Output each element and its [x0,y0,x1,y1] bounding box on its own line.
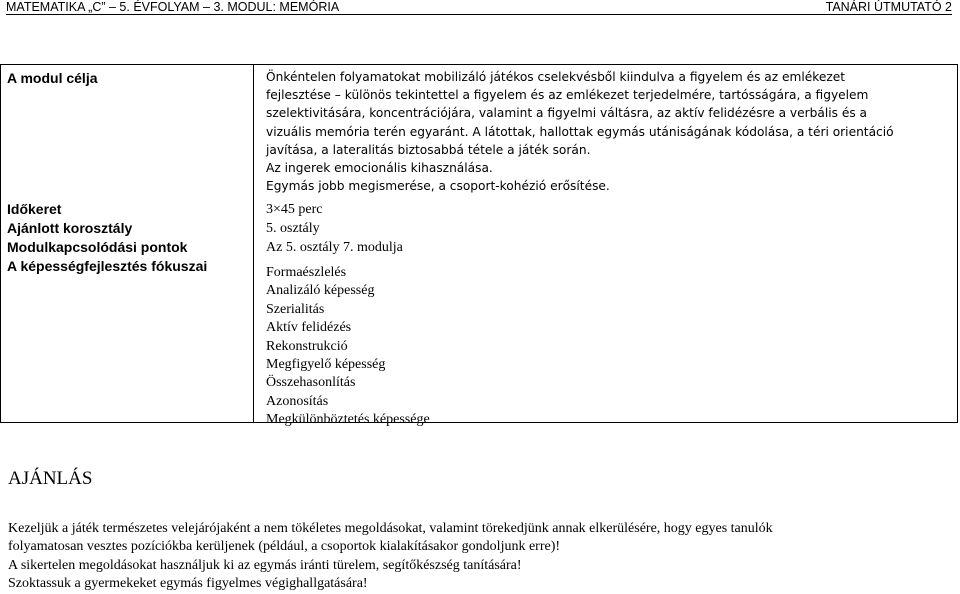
ajanlas-text [8,520,958,593]
connections-value: Az 5. osztály 7. modulja [266,240,403,255]
focus-item: Formaészlelés [266,265,347,280]
header-rule [6,14,952,15]
focus-item: Azonosítás [266,393,329,409]
label-time: Időkeret [7,201,62,217]
focus-item: Megfigyelő képesség [266,356,386,372]
focus-item: Aktív felidézés [266,320,352,336]
ajanlas-line: Szoktassuk a gyermekeket egymás figyelmes végighallgatására! [8,575,368,591]
goal-line: fejlesztése – különös tekintettel a figyelem és az emlékezet terjedelmére, tartósságára, a figyelem [266,88,869,103]
label-goal: A modul célja [7,70,98,86]
label-connections: Modulkapcsolódási pontok [7,239,188,255]
header-guide-and-page: TANÁRI ÚTMUTATÓ 2 [825,0,952,14]
goal-line: Az ingerek emocionális kihasználása. [266,161,493,176]
age-value: 5. osztály [266,221,320,236]
section-title-ajanlas: AJÁNLÁS [8,468,93,489]
goal-line: Egymás jobb megismerése, a csoport-kohézió erősítése. [266,179,610,194]
focus-item: Szerialitás [266,301,325,317]
focus-item: Összehasonlítás [266,375,356,391]
header-title: MATEMATIKA „C” – 5. ÉVFOLYAM – 3. MODUL: MEMÓRIA [6,0,340,14]
focus-item: Rekonstrukció [266,338,348,354]
label-age: Ajánlott korosztály [7,220,133,236]
focus-list [266,264,430,430]
table-divider [253,65,254,422]
goal-line: javítása, a lateralitás biztosabbá tétele a játék során. [266,142,591,157]
goal-line: Önkéntelen folyamatokat mobilizáló játékos cselekvésből kiindulva a figyelem és az emlékezet [266,70,846,84]
focus-item: Megkülönböztetés képessége [266,412,430,428]
time-value: 3×45 perc [266,202,323,217]
ajanlas-line: Kezeljük a játék természetes velejárójaként a nem tökéletes megoldásokat, valamint törekedjünk annak elkerülésére, hogy egyes tanulók [8,521,773,536]
goal-line: vizuális memória terén egyaránt. A látottak, hallottak egymás utániságának kódolása, a téri orientáció [266,124,894,139]
ajanlas-line: A sikertelen megoldásokat használjuk ki az egymás iránti türelem, segítőkészség tanítására! [8,557,522,573]
ajanlas-line: folyamatosan vesztes pozíciókba kerüljenek (például, a csoportok kialakításakor gondoljunk erre)! [8,539,561,555]
label-focus: A képességfejlesztés fókuszai [7,258,208,274]
goal-text [266,68,954,195]
focus-item: Analizáló képesség [266,283,375,299]
page-header [0,0,960,16]
module-table [0,64,958,428]
goal-line: szelektivitására, koncentrációjára, valamint a figyelmi váltásra, az aktív felidézésre a verbális és a [266,106,868,121]
